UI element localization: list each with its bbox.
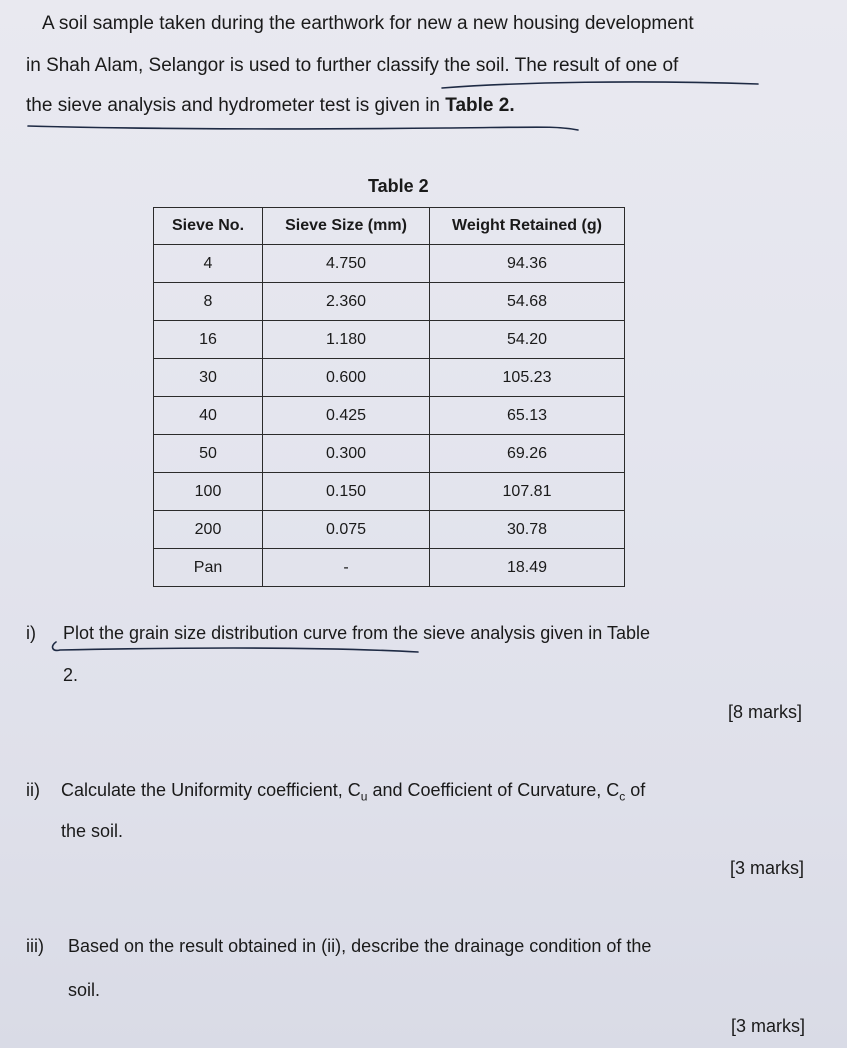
cell-sieve-size: 0.600: [263, 359, 430, 397]
cell-sieve-no: 30: [154, 359, 263, 397]
question-3-number: iii): [26, 936, 44, 956]
sieve-analysis-table: [153, 207, 625, 587]
table-row: [154, 283, 625, 321]
table-row: [154, 435, 625, 473]
intro-table-ref: Table 2.: [445, 95, 515, 116]
cell-sieve-no: 16: [154, 321, 263, 359]
question-2-text-end: of: [625, 780, 646, 800]
cell-weight: 54.20: [430, 321, 625, 359]
cell-sieve-no: 200: [154, 511, 263, 549]
cell-weight: 30.78: [430, 511, 625, 549]
question-3-text: Based on the result obtained in (ii), describe the drainage condition of the: [68, 936, 652, 956]
subscript-c: c: [619, 789, 626, 804]
question-2-number: ii): [26, 780, 40, 800]
cell-weight: 94.36: [430, 245, 625, 283]
question-2-text-a: Calculate the Uniformity coefficient, C: [61, 780, 361, 800]
question-2-text-mid: and Coefficient of Curvature, C: [367, 780, 620, 800]
table-header-row: [154, 208, 625, 245]
cell-sieve-size: 4.750: [263, 245, 430, 283]
cell-sieve-no: 100: [154, 473, 263, 511]
cell-weight: 54.68: [430, 283, 625, 321]
question-1-text-cont: 2.: [63, 665, 79, 685]
table-row: [154, 473, 625, 511]
question-1-text: Plot the grain size distribution curve from the sieve analysis given in Table: [63, 623, 650, 643]
cell-sieve-no: Pan: [154, 549, 263, 587]
question-3-text-cont: soil.: [68, 980, 101, 1000]
table-row: [154, 359, 625, 397]
cell-sieve-size: 1.180: [263, 321, 430, 359]
cell-sieve-size: 0.300: [263, 435, 430, 473]
intro-line-3-text: the sieve analysis and hydrometer test is given in: [26, 95, 446, 116]
table-row: [154, 549, 625, 587]
cell-weight: 69.26: [430, 435, 625, 473]
question-1-number: i): [26, 623, 36, 643]
cell-weight: 18.49: [430, 549, 625, 587]
pen-underline-3: [46, 638, 426, 660]
cell-sieve-size: 0.150: [263, 473, 430, 511]
table-row: [154, 321, 625, 359]
table-title: Table 2: [368, 176, 429, 196]
cell-sieve-no: 40: [154, 397, 263, 435]
question-2-text-cont: the soil.: [61, 821, 124, 841]
cell-sieve-size: -: [263, 549, 430, 587]
cell-weight: 107.81: [430, 473, 625, 511]
cell-sieve-size: 2.360: [263, 283, 430, 321]
table-row: [154, 397, 625, 435]
question-2-marks: [3 marks]: [730, 858, 805, 878]
intro-line-3: [26, 96, 515, 115]
cell-sieve-no: 8: [154, 283, 263, 321]
pen-underline-1: [440, 76, 760, 92]
header-sieve-size: Sieve Size (mm): [263, 208, 430, 245]
cell-sieve-no: 50: [154, 435, 263, 473]
question-1-marks: [8 marks]: [728, 702, 803, 722]
intro-line-2: in Shah Alam, Selangor is used to further classify the soil. The result of one of: [26, 55, 679, 76]
cell-sieve-size: 0.425: [263, 397, 430, 435]
cell-weight: 105.23: [430, 359, 625, 397]
question-3-marks: [3 marks]: [731, 1016, 806, 1036]
table-row: [154, 245, 625, 283]
question-2-text: [61, 781, 645, 803]
subscript-u: u: [360, 789, 368, 804]
cell-weight: 65.13: [430, 397, 625, 435]
header-weight-retained: Weight Retained (g): [430, 208, 625, 245]
header-sieve-no: Sieve No.: [154, 208, 263, 245]
cell-sieve-no: 4: [154, 245, 263, 283]
table-row: [154, 511, 625, 549]
intro-line-1: A soil sample taken during the earthwork for new a new housing development: [42, 13, 694, 34]
cell-sieve-size: 0.075: [263, 511, 430, 549]
pen-underline-2: [26, 116, 586, 136]
